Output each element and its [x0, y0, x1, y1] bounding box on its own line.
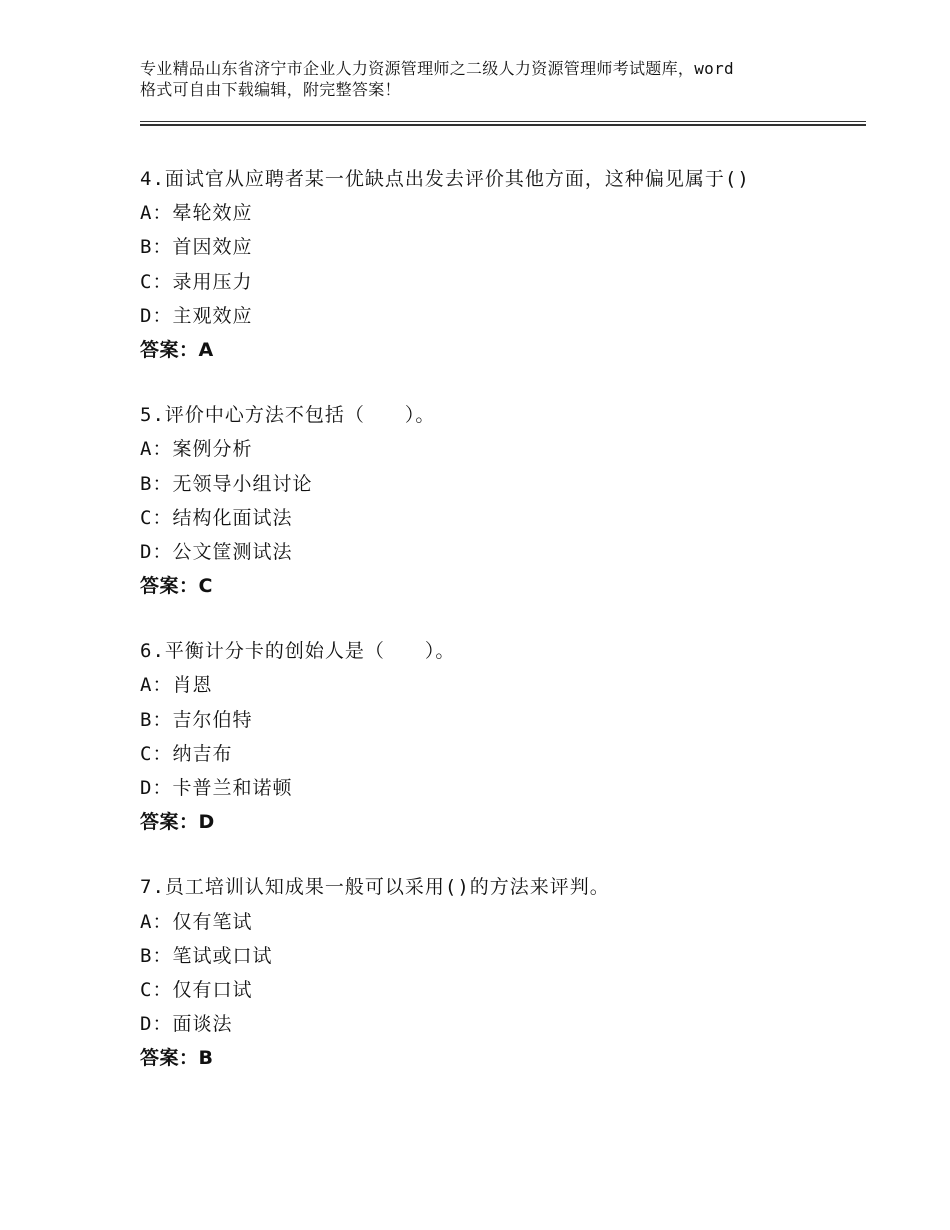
question-text: 7.员工培训认知成果一般可以采用()的方法来评判。 — [140, 876, 610, 899]
option-b: B：笔试或口试 — [140, 944, 273, 967]
option-d: D：主观效应 — [140, 304, 253, 327]
option-a: A：肖恩 — [140, 674, 213, 697]
header-divider-thin — [140, 121, 866, 122]
question-text: 5.评价中心方法不包括（ ）。 — [140, 404, 436, 427]
option-b: B：首因效应 — [140, 236, 253, 259]
option-a: A：晕轮效应 — [140, 202, 253, 225]
header-divider-thick — [140, 124, 866, 126]
question-6 — [140, 634, 860, 839]
option-c: C：仅有口试 — [140, 978, 253, 1001]
option-d: D：公文筐测试法 — [140, 540, 293, 563]
answer: 答案：A — [140, 338, 214, 361]
answer: 答案：C — [140, 575, 213, 598]
question-4 — [140, 162, 860, 367]
option-c: C：纳吉布 — [140, 742, 233, 765]
option-d: D：卡普兰和诺顿 — [140, 777, 293, 799]
option-b: B：吉尔伯特 — [140, 708, 253, 731]
option-a: A：案例分析 — [140, 438, 253, 461]
answer: 答案：B — [140, 1047, 214, 1070]
option-a: A：仅有笔试 — [140, 910, 253, 933]
option-c: C：结构化面试法 — [140, 506, 293, 529]
document-header — [140, 58, 830, 100]
question-7 — [140, 870, 860, 1075]
question-list — [140, 162, 860, 1107]
question-text: 4.面试官从应聘者某一优缺点出发去评价其他方面，这种偏见属于() — [140, 168, 750, 190]
option-d: D：面谈法 — [140, 1013, 233, 1036]
option-c: C：录用压力 — [140, 270, 253, 293]
question-5 — [140, 398, 860, 603]
header-line-2: 格式可自由下载编辑，附完整答案！ — [140, 80, 401, 99]
header-line-1: 专业精品山东省济宁市企业人力资源管理师之二级人力资源管理师考试题库，word — [140, 59, 734, 78]
answer: 答案：D — [140, 811, 215, 834]
question-text: 6.平衡计分卡的创始人是（ ）。 — [140, 640, 456, 663]
option-b: B：无领导小组讨论 — [140, 472, 313, 495]
